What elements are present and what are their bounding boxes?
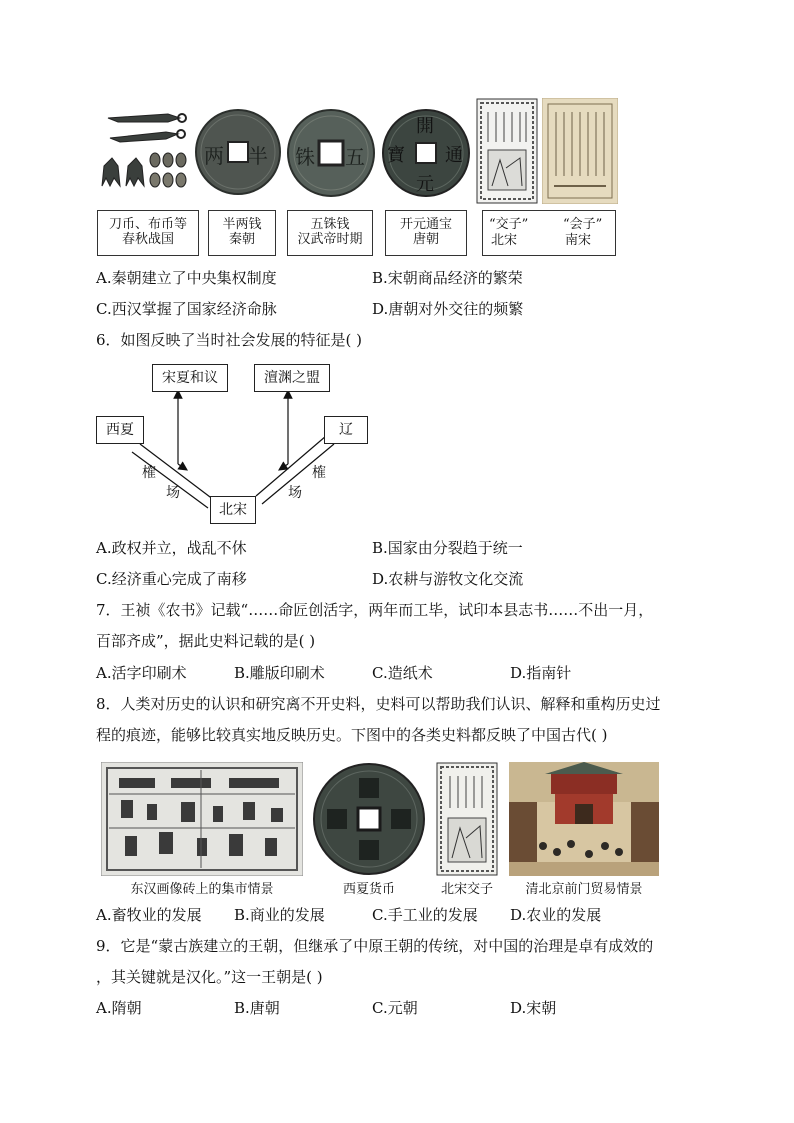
label-chang-left: 场	[166, 485, 180, 501]
q8-option-c[interactable]: C.手工业的发展	[372, 906, 478, 924]
kaiyuan-coin-char-left: 寶	[387, 145, 405, 166]
kaiyuan-coin-char-bottom: 元	[416, 174, 434, 195]
jiaozi-paper-money-image	[476, 98, 538, 204]
q6-option-b[interactable]: B.国家由分裂趋于统一	[372, 539, 523, 557]
qing-qianmen-trade-image	[509, 762, 659, 876]
caption-box-paper-money	[482, 210, 616, 256]
caption-box-kaiyuan	[385, 210, 467, 256]
huizi-paper-money-image	[542, 98, 618, 204]
xixia-coin-image	[311, 762, 427, 876]
q5-option-c[interactable]: C.西汉掌握了国家经济命脉	[96, 300, 277, 318]
q6-option-c[interactable]: C.经济重心完成了南移	[96, 570, 247, 588]
caption-jiaozi: “交子”	[489, 217, 529, 232]
caption-line-2: 汉武帝时期	[297, 232, 363, 247]
label-que-right: 榷	[312, 465, 326, 481]
q9-option-b[interactable]: B.唐朝	[234, 999, 280, 1017]
caption-nansong: 南宋	[565, 233, 592, 248]
q9-option-d[interactable]: D.宋朝	[510, 999, 557, 1017]
caption-line-1: 开元通宝	[399, 217, 452, 232]
q7-stem-line1: 7．王祯《农书》记载“……命匠创活字，两年而工毕，试印本县志书……不出一月，	[96, 601, 654, 619]
q8-option-d[interactable]: D.农业的发展	[510, 906, 602, 924]
box-xixia: 西夏	[96, 416, 144, 444]
label-chang-right: 场	[288, 485, 302, 501]
beisong-jiaozi-image	[436, 762, 498, 876]
q9-option-a[interactable]: A.隋朝	[96, 999, 142, 1017]
wuzhu-coin-char-right: 五	[345, 145, 365, 169]
q6-option-a[interactable]: A.政权并立，战乱不休	[96, 539, 247, 557]
q8-stem-line2: 程的痕迹，能够比较真实地反映历史。下图中的各类史料都反映了中国古代( )	[96, 726, 608, 744]
q9-stem-line1: 9．它是“蒙古族建立的王朝，但继承了中原王朝的传统，对中国的治理是卓有成效的	[96, 937, 654, 955]
caption-box-banliang	[208, 210, 276, 256]
wuzhu-coin-char-left: 铢	[295, 145, 315, 169]
box-chanyuan-zhimeng: 澶渊之盟	[254, 364, 330, 392]
label-que-left: 榷	[142, 465, 156, 481]
banliang-coin-char-left: 两	[204, 144, 224, 168]
caption-line-1: 半两钱	[222, 217, 262, 232]
caption-line-2: 唐朝	[412, 232, 439, 247]
q6-stem: 6．如图反映了当时社会发展的特征是( )	[96, 331, 363, 349]
caption-line-1: 五铢钱	[310, 217, 350, 232]
q7-option-b[interactable]: B.雕版印刷术	[234, 664, 325, 682]
box-liao: 辽	[324, 416, 368, 444]
caption-beisong-jiaozi: 北宋交子	[440, 882, 493, 897]
q5-option-b[interactable]: B.宋朝商品经济的繁荣	[372, 269, 523, 287]
han-brick-market-image	[101, 762, 303, 876]
caption-line-2: 春秋战国	[121, 232, 174, 247]
caption-box-knife-coins	[97, 210, 199, 256]
kaiyuan-coin-char-top: 開	[416, 116, 434, 137]
knife-spade-coins-image	[98, 108, 193, 198]
caption-box-wuzhu	[287, 210, 373, 256]
q8-stem-line1: 8．人类对历史的认识和研究离不开史料，史料可以帮助我们认识、解释和重构历史过	[96, 695, 661, 713]
caption-han-brick: 东汉画像砖上的集市情景	[130, 882, 274, 897]
q7-stem-line2: 百部齐成”，据此史料记载的是( )	[96, 632, 316, 650]
q8-option-a[interactable]: A.畜牧业的发展	[96, 906, 202, 924]
caption-xixia-coin: 西夏货币	[342, 882, 395, 897]
q7-option-d[interactable]: D.指南针	[510, 664, 572, 682]
box-songxia-heyi: 宋夏和议	[152, 364, 228, 392]
q7-option-a[interactable]: A.活字印刷术	[96, 664, 187, 682]
q8-option-b[interactable]: B.商业的发展	[234, 906, 325, 924]
q9-stem-line2: ，其关键就是汉化。”这一王朝是( )	[96, 968, 323, 986]
q6-option-d[interactable]: D.农耕与游牧文化交流	[372, 570, 524, 588]
q7-option-c[interactable]: C.造纸术	[372, 664, 433, 682]
q5-option-a[interactable]: A.秦朝建立了中央集权制度	[96, 269, 277, 287]
caption-beisong: 北宋	[491, 233, 518, 248]
banliang-coin-char-right: 半	[248, 144, 268, 168]
caption-qing-qianmen: 清北京前门贸易情景	[525, 882, 643, 897]
caption-line-2: 秦朝	[228, 232, 255, 247]
q5-option-d[interactable]: D.唐朝对外交往的频繁	[372, 300, 524, 318]
box-beisong: 北宋	[210, 496, 256, 524]
caption-huizi: “会子”	[563, 217, 603, 232]
q9-option-c[interactable]: C.元朝	[372, 999, 418, 1017]
kaiyuan-coin-char-right: 通	[445, 145, 463, 166]
caption-line-1: 刀币、布币等	[108, 217, 187, 232]
